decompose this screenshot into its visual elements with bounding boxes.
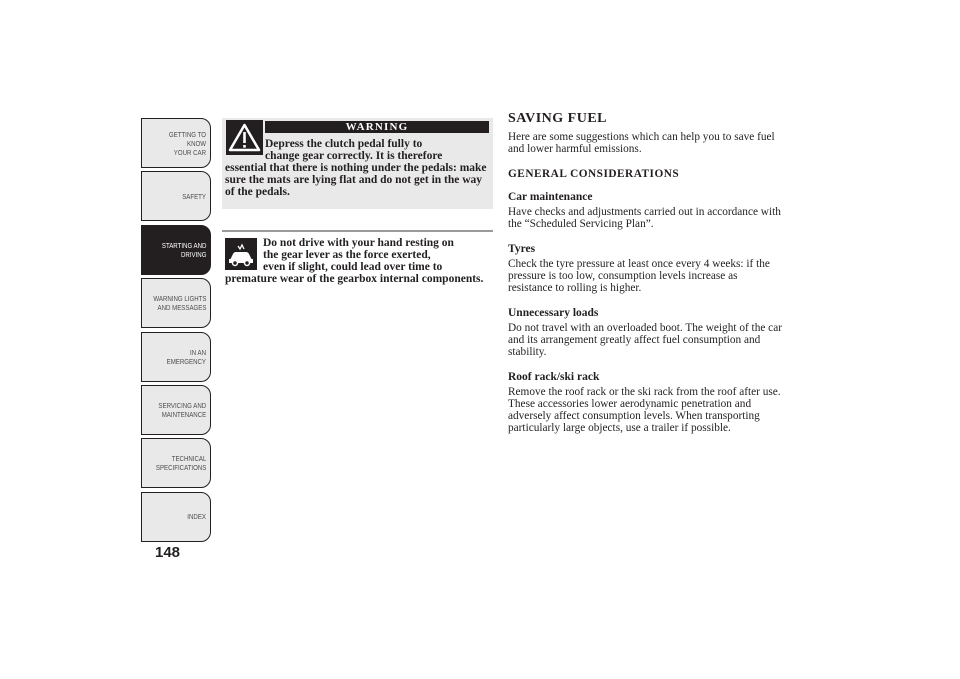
warning-line-1: Depress the clutch pedal fully to	[265, 138, 423, 150]
subheading-roof-rack: Roof rack/ski rack	[508, 371, 600, 383]
warning-rest: essential that there is nothing under the pedals: make sure the mats are lying flat and do not get in the way of the pedals.	[225, 162, 487, 198]
tab-warning-lights-and-messages[interactable]	[141, 278, 211, 328]
subheading-unnecessary-loads: Unnecessary loads	[508, 307, 599, 319]
subheading-car-maintenance: Car maintenance	[508, 191, 593, 203]
tab-label: GETTING TO KNOW YOUR CAR	[168, 129, 206, 157]
tab-label: SAFETY	[182, 191, 206, 201]
note-line-2: the gear lever as the force exerted,	[263, 249, 431, 261]
tab-safety[interactable]	[141, 171, 211, 221]
paragraph-car-maintenance: Have checks and adjustments carried out in accordance with the “Scheduled Servicing Plan”.	[508, 206, 781, 230]
note-line-1: Do not drive with your hand resting on	[263, 237, 454, 249]
tab-label: INDEX	[187, 512, 206, 522]
paragraph-roof-rack: Remove the roof rack or the ski rack from the roof after use. These accessories lower aerodynamic penetration and adversely affect consumption levels. When transporting particularly large objects, use a trailer if possible.	[508, 386, 781, 434]
general-heading: GENERAL CONSIDERATIONS	[508, 168, 680, 180]
tab-technical-specifications[interactable]	[141, 438, 211, 488]
tab-label: IN AN EMERGENCY	[166, 347, 206, 366]
warning-text	[225, 138, 491, 198]
note-rest: premature wear of the gearbox internal components.	[225, 273, 484, 285]
tab-getting-to-know-your-car[interactable]	[141, 118, 211, 168]
intro-text: Here are some suggestions which can help you to save fuel and lower harmful emissions.	[508, 131, 775, 155]
tab-label: STARTING AND DRIVING	[161, 240, 206, 259]
warning-header: WARNING	[265, 121, 489, 133]
tab-starting-and-driving[interactable]	[141, 225, 211, 275]
note-text	[225, 237, 493, 285]
tab-label: WARNING LIGHTS AND MESSAGES	[152, 294, 206, 313]
page-number: 148	[155, 544, 181, 561]
tab-servicing-and-maintenance[interactable]	[141, 385, 211, 435]
chapter-tabs	[141, 118, 211, 545]
paragraph-unnecessary-loads: Do not travel with an overloaded boot. The weight of the car and its arrangement greatly affect fuel consumption and stability.	[508, 322, 782, 358]
divider	[222, 230, 493, 232]
tab-in-an-emergency[interactable]	[141, 332, 211, 382]
warning-box	[222, 118, 493, 209]
tab-label: TECHNICAL SPECIFICATIONS	[155, 454, 206, 473]
section-title: SAVING FUEL	[508, 111, 607, 126]
paragraph-tyres: Check the tyre pressure at least once every 4 weeks: if the pressure is too low, consumption levels increase as resistance to rolling is higher.	[508, 258, 770, 294]
tab-index[interactable]	[141, 492, 211, 542]
note-line-3: even if slight, could lead over time to	[263, 261, 443, 273]
subheading-tyres: Tyres	[508, 243, 536, 255]
warning-line-2: change gear correctly. It is therefore	[265, 150, 443, 162]
tab-label: SERVICING AND MAINTENANCE	[158, 400, 206, 419]
saving-fuel-section	[508, 113, 783, 434]
